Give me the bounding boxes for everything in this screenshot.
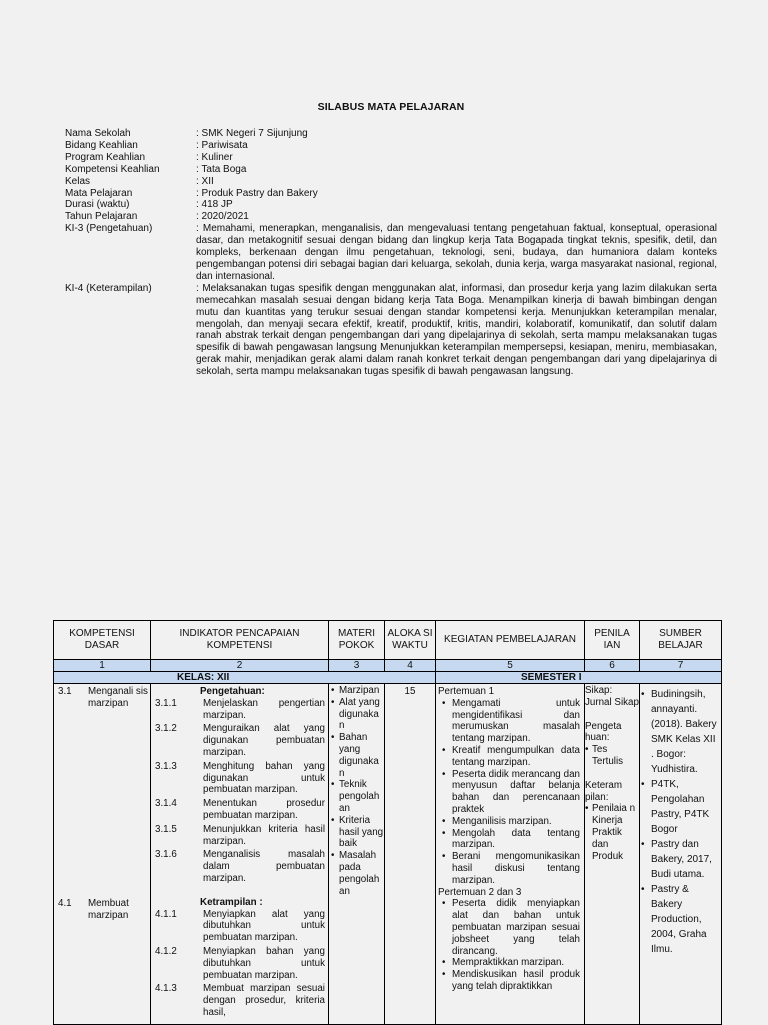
info-row-bidang-keahlian <box>65 140 717 152</box>
kegiatan-cell <box>436 684 585 1025</box>
column-number: 7 <box>640 660 722 672</box>
indikator-text: Menentukan prosedur pembuatan marzipan. <box>203 798 325 821</box>
materi-item: • Masalah pada pengolah an <box>329 850 384 897</box>
info-block <box>65 128 717 378</box>
indikator-item <box>151 761 328 796</box>
indikator-code: 4.1.1 <box>155 908 177 920</box>
info-label: Durasi (waktu) <box>65 199 130 211</box>
info-value: : XII <box>196 175 214 187</box>
info-label: Kompetensi Keahlian <box>65 163 160 175</box>
penilaian-cell <box>585 684 640 1025</box>
info-value: : SMK Negeri 7 Sijunjung <box>196 128 308 139</box>
header-alokasi-waktu: ALOKA SI WAKTU <box>385 621 436 660</box>
sumber-item: • P4TK, Pengolahan Pastry, P4TK Bogor <box>640 777 721 837</box>
sumber-list <box>640 687 721 957</box>
indikator-text: Membuat marzipan sesuai dengan prosedur, kriteria hasil, <box>203 983 325 1018</box>
info-value: : 2020/2021 <box>196 211 249 223</box>
info-row-mata-pelajaran <box>65 188 717 200</box>
silabus-table <box>53 620 722 1025</box>
materi-list <box>329 685 384 897</box>
pertemuan-2-3-label: Pertemuan 2 dan 3 <box>438 886 522 898</box>
info-row-durasi <box>65 199 717 211</box>
materi-item: • Alat yang digunaka n <box>329 697 384 732</box>
info-row-ki3 <box>65 223 717 283</box>
alokasi-waktu-value: 15 <box>385 684 436 1025</box>
indikator-code: 3.1.5 <box>155 823 177 835</box>
penilaian-pengetahuan-item: • Tes Tertulis <box>585 744 639 768</box>
indikator-item <box>151 849 328 884</box>
semester-label: SEMESTER I <box>436 672 722 684</box>
column-number-row <box>54 660 722 672</box>
indikator-text: Menyiapkan alat yang dibutuhkan untuk pembuatan marzipan. <box>203 908 325 944</box>
kd-item <box>54 686 150 710</box>
kd-item <box>54 898 150 922</box>
info-label: KI-3 (Pengetahuan) <box>65 223 153 235</box>
indikator-text: Menguraikan alat yang digunakan pembuatan marzipan. <box>203 723 325 758</box>
penilaian-keterampilan-item: • Penilaia n Kinerja Praktik dan Produk <box>585 803 639 862</box>
indikator-code: 3.1.1 <box>155 697 177 709</box>
column-number: 5 <box>436 660 585 672</box>
column-number: 3 <box>329 660 385 672</box>
info-label: Program Keahlian <box>65 151 146 163</box>
class-label: KELAS: XII <box>54 672 436 684</box>
indikator-code: 3.1.2 <box>155 723 177 735</box>
materi-item: • Teknik pengolah an <box>329 779 384 814</box>
indikator-item <box>151 946 328 981</box>
column-number: 1 <box>54 660 151 672</box>
indikator-code: 4.1.3 <box>155 983 177 995</box>
kegiatan-list <box>438 898 584 992</box>
materi-item: • Bahan yang digunaka n <box>329 732 384 779</box>
header-indikator: INDIKATOR PENCAPAIAN KOMPETENSI <box>151 621 329 660</box>
column-number: 4 <box>385 660 436 672</box>
indikator-text: Menunjukkan kriteria hasil marzipan. <box>203 823 325 847</box>
sumber-item: • Pastry & Bakery Production, 2004, Graha Ilmu. <box>640 882 721 957</box>
indikator-cell <box>151 684 329 1025</box>
info-label: Tahun Pelajaran <box>65 211 138 223</box>
class-row <box>54 672 722 684</box>
info-label: Bidang Keahlian <box>65 139 138 151</box>
penilaian-sikap-label: Sikap: <box>585 685 613 696</box>
indikator-code: 3.1.3 <box>155 760 177 772</box>
header-penilaian: PENILA IAN <box>585 621 640 660</box>
kd-text: Menganali sis marzipan <box>88 686 148 709</box>
pertemuan-1-label: Pertemuan 1 <box>438 686 495 697</box>
indikator-item <box>151 698 328 722</box>
page-title: SILABUS MATA PELAJARAN <box>317 101 465 113</box>
indikator-heading: Ketrampilan : <box>200 896 263 908</box>
header-kompetensi-dasar: KOMPETENSI DASAR <box>54 621 151 660</box>
indikator-heading: Pengetahuan: <box>200 686 265 697</box>
info-value: : Tata Boga <box>196 163 247 175</box>
info-row-kelas <box>65 176 717 188</box>
materi-cell <box>329 684 385 1025</box>
kd-text: Membuat marzipan <box>88 898 129 921</box>
info-row-program-keahlian <box>65 152 717 164</box>
kd-code: 3.1 <box>58 686 72 697</box>
kegiatan-item: • Kreatif mengumpulkan data tentang marzipan. <box>438 745 584 769</box>
header-materi-pokok: MATERI POKOK <box>329 621 385 660</box>
info-row-tahun-pelajaran <box>65 211 717 223</box>
info-label: Kelas <box>65 175 91 187</box>
info-label: Mata Pelajaran <box>65 187 133 199</box>
kegiatan-item: • Mempraktikkan marzipan. <box>438 957 584 969</box>
penilaian-keterampilan-label: Keteram pilan: <box>585 779 623 803</box>
kegiatan-item: • Mengolah data tentang marzipan. <box>438 828 584 852</box>
indikator-text: Menghitung bahan yang digunakan untuk pembuatan marzipan. <box>203 760 325 796</box>
kegiatan-list <box>438 698 584 887</box>
kd-code: 4.1 <box>58 898 72 909</box>
materi-item: • Kriteria hasil yang baik <box>329 815 384 850</box>
column-number: 6 <box>585 660 640 672</box>
info-value: : Memahami, menerapkan, menganalisis, dan mengevaluasi tentang pengetahuan faktual, konseptual, operasional dasar, dan metakognitif sesuai dengan bidang dan lingkup kerja Tata Bogapada tingkat teknis, spesifik, detil, dan kompleks, berkenaan dengan ilmu pengetahuan, teknologi, seni, budaya, dan humaniora dalam konteks pengembangan potensi diri sebagai bagian dari keluarga, sekolah, dunia kerja, warga masyarakat nasional, regional, dan internasional. <box>196 223 717 282</box>
materi-item: • Marzipan <box>329 685 384 697</box>
info-value: : Produk Pastry dan Bakery <box>196 187 318 199</box>
kegiatan-item: • Peserta didik menyiapkan alat dan bahan untuk pembuatan marzipan sesuai jobsheet yang telah dirancang. <box>438 898 584 957</box>
sumber-item: • Budiningsih, annayanti. (2018). Bakery SMK Kelas XII . Bogor: Yudhistira. <box>640 687 721 777</box>
indikator-item <box>151 798 328 822</box>
sumber-item: • Pastry dan Bakery, 2017, Budi utama. <box>640 837 721 882</box>
indikator-item <box>151 909 328 944</box>
header-kegiatan-pembelajaran: KEGIATAN PEMBELAJARAN <box>436 621 585 660</box>
info-row-ki4 <box>65 283 717 378</box>
indikator-text: Menganalisis masalah dalam pembuatan marzipan. <box>203 849 325 884</box>
indikator-item <box>151 983 328 1018</box>
kd-cell <box>54 684 151 1025</box>
indikator-code: 4.1.2 <box>155 945 177 957</box>
table-row <box>54 684 722 1025</box>
indikator-text: Menjelaskan pengertian marzipan. <box>203 697 325 721</box>
sumber-cell <box>640 684 722 1025</box>
indikator-code: 3.1.4 <box>155 798 177 810</box>
info-value: : Melaksanakan tugas spesifik dengan menggunakan alat, informasi, dan prosedur kerja yang lazim dilakukan serta memecahkan masalah sesuai dengan bidang kerja Tata Boga. Menampilkan kinerja di bawah bimbingan dengan mutu dan kuantitas yang terukur sesuai dengan standar kompetensi kerja. Menunjukkan keterampilan menalar, mengolah, dan menyaji secara efektif, kreatif, produktif, kritis, mandiri, kolaboratif, komunikatif, dan solutif dalam ranah abstrak terkait dengan pengembangan dari yang dipelajarinya di sekolah, serta mampu melaksanakan tugas spesifik di bawah pengawasan langsung Menunjukkan keterampilan mempersepsi, kesiapan, meniru, membiasakan, gerak mahir, menjadikan gerak alami dalam ranah konkret terkait dengan pengembangan dari yang dipelajarinya di sekolah, serta mampu melaksanakan tugas spesifik di bawah pengawasan langsung. <box>196 282 717 378</box>
info-value: : Kuliner <box>196 151 233 163</box>
header-sumber-belajar: SUMBER BELAJAR <box>640 621 722 660</box>
info-row-kompetensi-keahlian <box>65 164 717 176</box>
info-label: Nama Sekolah <box>65 128 131 139</box>
info-row-nama-sekolah <box>65 128 717 140</box>
info-label: KI-4 (Keterampilan) <box>65 282 152 294</box>
indikator-text: Menyiapkan bahan yang dibutuhkan untuk pembuatan marzipan. <box>203 945 325 981</box>
kegiatan-item: • Berani mengomunikasikan hasil diskusi tentang marzipan. <box>438 851 584 886</box>
info-value: : 418 JP <box>196 199 233 211</box>
indikator-code: 3.1.6 <box>155 849 177 861</box>
kegiatan-item: • Mengamati untuk mengidentifikasi dan merumuskan masalah tentang marzipan. <box>438 698 584 745</box>
penilaian-sikap-item: Jurnal Sikap <box>585 696 639 708</box>
kegiatan-item: • Mendiskusikan hasil produk yang telah dipraktikkan <box>438 969 584 993</box>
penilaian-pengetahuan-label: Pengeta huan: <box>585 720 622 744</box>
indikator-item <box>151 723 328 758</box>
kegiatan-item: • Peserta didik merancang dan menyusun daftar belanja bahan dan perencanaan praktek <box>438 769 584 816</box>
kegiatan-item: • Menganilisis marzipan. <box>438 816 584 828</box>
indikator-item <box>151 824 328 848</box>
info-value: : Pariwisata <box>196 139 248 151</box>
table-header-row <box>54 621 722 660</box>
column-number: 2 <box>151 660 329 672</box>
